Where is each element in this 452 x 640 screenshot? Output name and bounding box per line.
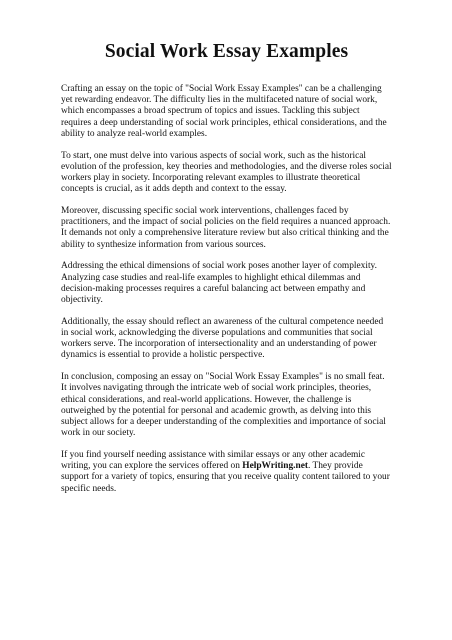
paragraph-cultural-competence: Additionally, the essay should reflect an awareness of the cultural competence needed in social work, acknowledging the diverse populations and communities that social workers serve. The incorporation of intersectionality and an understanding of power dynamics is essential to provide a holistic perspective. [61, 316, 384, 361]
closing-text-before: If you find yourself needing assistance with similar essays or any other academic writing, you can explore the services offered on [61, 450, 366, 472]
paragraph-aspects: To start, one must delve into various aspects of social work, such as the historical evolution of the profession, key theories and methodologies, and the diverse roles social workers play in society. Incorporating relevant examples to illustrate theoretical concepts is crucial, as it adds depth and context to the essay. [61, 150, 392, 195]
document-body [61, 84, 392, 495]
paragraph-closing [61, 450, 392, 495]
paragraph-ethics: Addressing the ethical dimensions of social work poses another layer of complexity. Analyzing case studies and real-life examples to highlight ethical dilemmas and decision-making processes requires a careful balancing act between empathy and objectivity. [61, 261, 377, 306]
closing-text-after: . They provide support for a variety of topics, ensuring that you receive quality content tailored to your specific needs. [61, 461, 390, 494]
helpwriting-link[interactable]: HelpWriting.net [242, 461, 308, 472]
paragraph-conclusion: In conclusion, composing an essay on "Social Work Essay Examples" is no small feat. It involves navigating through the intricate web of social work principles, theories, ethical considerations, and real-world applications. However, the challenge is outweighed by the potential for personal and academic growth, as delving into this subject allows for a deeper understanding of the complexities and importance of social work in our society. [61, 372, 386, 439]
paragraph-interventions: Moreover, discussing specific social work interventions, challenges faced by practitioners, and the impact of social policies on the field requires a nuanced approach. It demands not only a comprehensive literature review but also critical thinking and the ability to synthesize information from various sources. [61, 206, 391, 250]
paragraph-intro: Crafting an essay on the topic of "Social Work Essay Examples" can be a challenging yet rewarding endeavor. The difficulty lies in the multifaceted nature of social work, which encompasses a broad spectrum of topics and issues. Tackling this subject requires a deep understanding of social work principles, ethical considerations, and the ability to analyze real-world examples. [61, 84, 387, 139]
document-title: Social Work Essay Examples [104, 41, 349, 62]
